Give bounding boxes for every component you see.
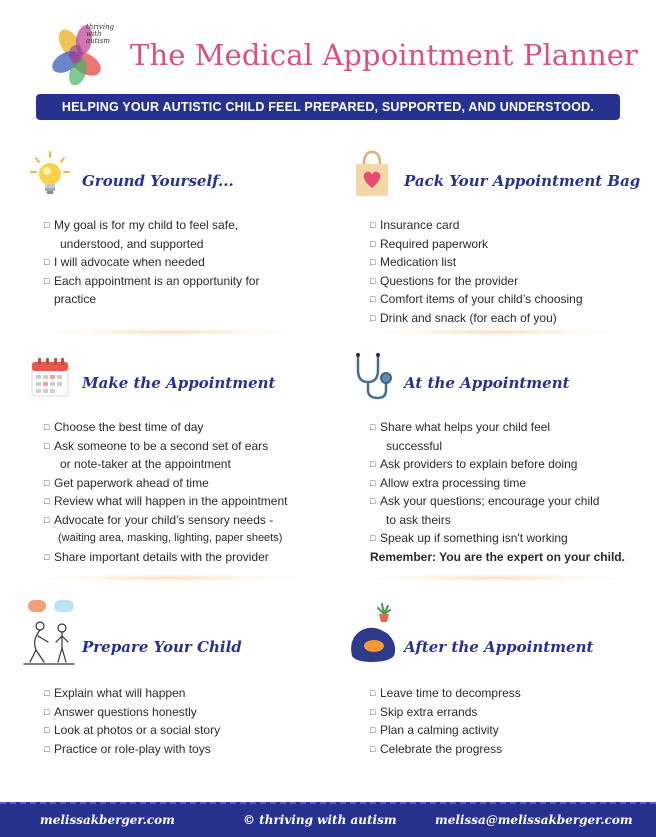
checklist [44, 418, 334, 566]
checklist [370, 216, 656, 327]
list-item: □ Explain what will happen [44, 684, 334, 703]
list-item: □ Get paperwork ahead of time [44, 474, 334, 493]
list-item: □ Questions for the provider [370, 272, 656, 291]
list-item: □ I will advocate when needed [44, 253, 334, 272]
list-item: □ Celebrate the progress [370, 740, 656, 759]
list-item: □ Each appointment is an opportunity for practice [44, 272, 334, 309]
list-item: □ Share what helps your child feel successful [370, 418, 656, 455]
footer-copyright: © thriving with autism [243, 813, 397, 827]
list-item: □ Review what will happen in the appointment [44, 492, 334, 511]
logo-wordmark: thriving with autism [86, 23, 115, 45]
section-title: Make the Appointment [82, 374, 276, 392]
section-title: Pack Your Appointment Bag [404, 172, 641, 190]
checklist [370, 418, 656, 566]
footer-website-link[interactable]: melissakberger.com [40, 813, 175, 827]
list-item: □ Allow extra processing time [370, 474, 656, 493]
list-item: □ Medication list [370, 253, 656, 272]
remember-note: Remember: You are the expert on your child. [370, 549, 625, 564]
list-item: □ Comfort items of your child’s choosing [370, 290, 656, 309]
list-item: □ Ask your questions; encourage your child to ask theirs [370, 492, 656, 529]
footer-email-link[interactable]: melissa@melissakberger.com [435, 813, 633, 827]
list-item: □ Required paperwork [370, 235, 656, 254]
section-divider [35, 574, 305, 582]
section-divider [360, 574, 630, 582]
list-item: □ Share important details with the provider [44, 548, 334, 567]
list-item: □ Drink and snack (for each of you) [370, 309, 656, 328]
list-item: □ Choose the best time of day [44, 418, 334, 437]
checklist [44, 216, 334, 309]
stethoscope-icon [352, 352, 394, 402]
list-item: □ Advocate for your child’s sensory needs - (waiting area, masking, lighting, paper sheets) [44, 511, 334, 548]
list-item: □ Ask someone to be a second set of ears or note-taker at the appointment [44, 437, 334, 474]
footer-bar [0, 802, 656, 837]
lightbulb-icon [30, 150, 72, 200]
list-item: □ Speak up if something isn't working [370, 529, 656, 548]
section-divider [360, 328, 630, 336]
section-title: Prepare Your Child [82, 638, 242, 656]
tote-bag-heart-icon [352, 150, 394, 200]
list-item: □ Answer questions honestly [44, 703, 334, 722]
subtitle-banner: HELPING YOUR AUTISTIC CHILD FEEL PREPARED, SUPPORTED, AND UNDERSTOOD. [36, 94, 620, 120]
checklist [370, 684, 656, 758]
section-title: After the Appointment [404, 638, 594, 656]
section-title: At the Appointment [404, 374, 570, 392]
parent-child-talking-icon [22, 600, 76, 670]
list-item: □ Look at photos or a social story [44, 721, 334, 740]
checklist [44, 684, 334, 758]
list-item: □ My goal is for my child to feel safe, understood, and supported [44, 216, 334, 253]
list-item: □ Skip extra errands [370, 703, 656, 722]
beanbag-plant-icon [348, 600, 402, 670]
calendar-icon [30, 352, 72, 402]
list-item: □ Insurance card [370, 216, 656, 235]
list-item: □ Practice or role-play with toys [44, 740, 334, 759]
list-item: □ Plan a calming activity [370, 721, 656, 740]
section-divider [35, 328, 305, 336]
list-item: □ Ask providers to explain before doing [370, 455, 656, 474]
list-item: □ Leave time to decompress [370, 684, 656, 703]
section-title: Ground Yourself... [82, 172, 234, 190]
page-title: The Medical Appointment Planner [130, 38, 639, 72]
